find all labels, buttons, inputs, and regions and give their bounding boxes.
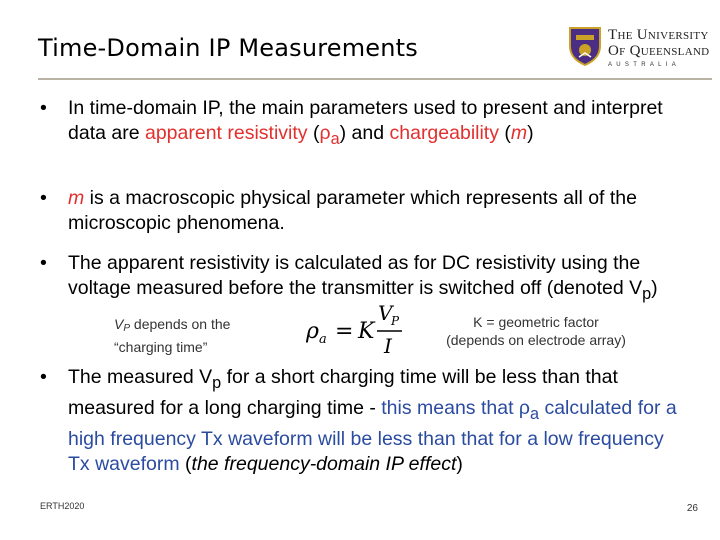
text-run: ( (179, 452, 192, 475)
vp-v: V (114, 316, 124, 332)
note-line-2: “charging time” (114, 339, 208, 355)
vp-subscript: p (212, 373, 222, 392)
bullet-marker: • (40, 366, 47, 388)
bullet-marker: • (40, 252, 47, 274)
university-logo (568, 26, 714, 70)
text-run: for a short charging time will be less than that measured for a long charging time - (68, 366, 618, 419)
note-line-2: (depends on electrode array) (446, 332, 626, 348)
chargeability-term: chargeability (389, 122, 499, 144)
slide-title: Time-Domain IP Measurements (38, 34, 419, 62)
vp-subscript: P (123, 323, 131, 334)
text-run: The measured V (68, 366, 213, 388)
note-line-1 (114, 315, 230, 338)
bullet-4 (40, 365, 690, 477)
formula-numerator-subscript: P (391, 314, 400, 328)
text-run: ) (456, 452, 463, 475)
rho-subscript: a (530, 404, 540, 423)
text-run: calculated for a high frequency Tx waveform will be less than that for a low frequency Tx waveform (68, 396, 677, 475)
text-run: In time-domain IP, the main parameters used to present and interpret data are (68, 97, 663, 144)
text-run: ( (307, 122, 320, 144)
bullet-1-text (68, 96, 690, 152)
logo-line-1: The University (608, 27, 709, 43)
apparent-resistivity-term: apparent resistivity (144, 122, 308, 144)
title-divider (38, 78, 712, 80)
bullet-marker: • (40, 97, 47, 119)
rho-subscript: a (330, 129, 340, 148)
bullet-2-text (68, 186, 690, 236)
formula-k: K (358, 319, 375, 344)
rho-symbol (319, 122, 340, 148)
formula-equals: = (335, 319, 354, 344)
formula-rho: ρ (306, 319, 319, 344)
frequency-domain-ip-effect: the frequency-domain IP effect (191, 452, 457, 475)
text-run: is a macroscopic physical parameter which represents all of the microscopic phenomena. (68, 187, 637, 234)
charging-time-note (114, 315, 230, 356)
bullet-1 (40, 96, 690, 152)
text-run: ( (498, 122, 511, 144)
logo-line-2: Of Queensland (608, 43, 710, 59)
bullet-marker: • (40, 187, 47, 209)
apparent-resistivity-formula (306, 298, 416, 356)
logo-line-3: AUSTRALIA (608, 62, 681, 68)
rho-glyph: ρ (319, 122, 331, 144)
m-symbol: m (510, 122, 528, 144)
uq-crest-icon (568, 26, 602, 66)
text-run: this means that (381, 396, 519, 419)
m-symbol: m (68, 187, 85, 209)
note-line-1: K = geometric factor (473, 314, 599, 330)
course-code: ERTH2020 (40, 501, 85, 511)
text-run: ) (527, 122, 534, 144)
formula-numerator: V (378, 301, 393, 325)
text-run: ) and (339, 122, 390, 144)
vp-subscript: p (642, 284, 652, 303)
geometric-factor-note (430, 313, 642, 349)
formula-denominator: I (384, 334, 392, 356)
page-number: 26 (686, 503, 698, 514)
text-run: The apparent resistivity is calculated as for DC resistivity using the voltage measured before the transmitter is switched off (denoted V (68, 252, 643, 299)
bullet-2 (40, 186, 690, 236)
text-run: depends on the (130, 316, 231, 332)
bullet-4-text (68, 365, 690, 477)
formula-rho-subscript: a (319, 332, 327, 347)
rho-glyph: ρ (518, 396, 530, 419)
text-run: ) (651, 277, 658, 299)
